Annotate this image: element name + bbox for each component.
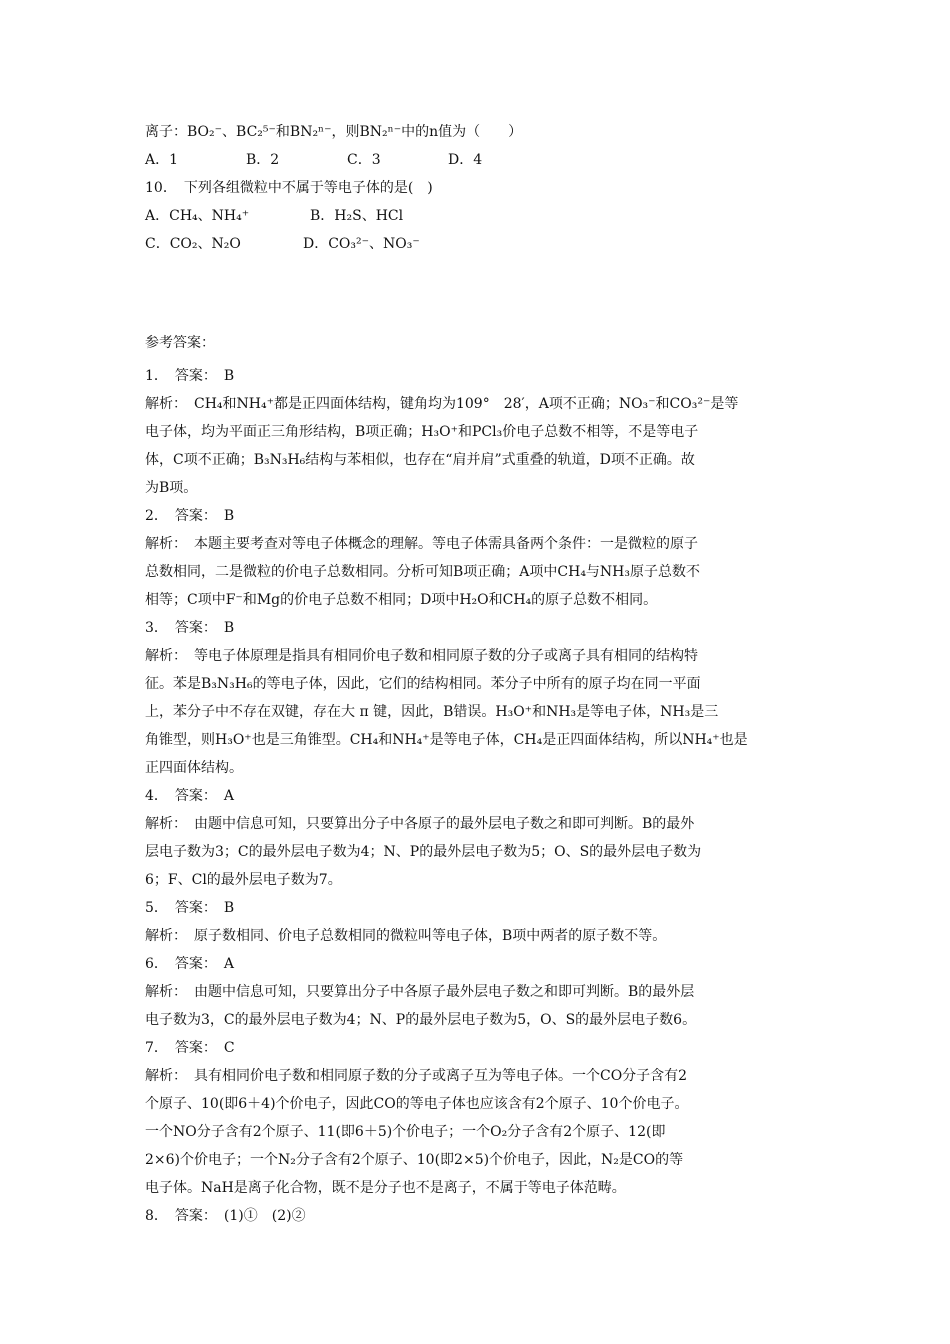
answer-line: 电子体，均为平面正三角形结构，B项正确；H₃O⁺和PCl₃价电子总数不相等，不是等电子 (145, 424, 699, 440)
answer-line: 一个NO分子含有2个原子、11(即6＋5)个价电子；一个O₂分子含有2个原子、12(即 (145, 1124, 666, 1140)
question10-option-a: A．CH₄、NH₄⁺ (145, 208, 250, 224)
answer-line: 个原子、10(即6＋4)个价电子，因此CO的等电子体也应该含有2个原子、10个价电子。 (145, 1096, 689, 1112)
question10-option-c: C．CO₂、N₂O (145, 236, 241, 252)
question9-options (145, 150, 815, 170)
answer-line: 6；F、Cl的最外层电子数为7。 (145, 872, 342, 888)
answer-line: 8． 答案： (1)① (2)② (145, 1208, 306, 1224)
answer-line: 为B项。 (145, 480, 198, 496)
answer-line: 5． 答案： B (145, 900, 235, 916)
answer-line: 解析： 由题中信息可知，只要算出分子中各原子的最外层电子数之和即可判断。B的最外 (145, 816, 695, 832)
answer-line: 层电子数为3；C的最外层电子数为4；N、P的最外层电子数为5；O、S的最外层电子数为 (145, 844, 702, 860)
answer-line: 角锥型，则H₃O⁺也是三角锥型。CH₄和NH₄⁺是等电子体，CH₄是正四面体结构，所以NH₄⁺也是 (145, 732, 748, 748)
answer-line: 上，苯分子中不存在双键，存在大 π 键，因此，B错误。H₃O⁺和NH₃是等电子体，NH₃是三 (145, 704, 719, 720)
answers-heading: 参考答案： (145, 335, 215, 351)
question9-option-b: B．2 (246, 152, 280, 168)
answer-line: 解析： 由题中信息可知，只要算出分子中各原子最外层电子数之和即可判断。B的最外层 (145, 984, 695, 1000)
question10-options-row2 (145, 234, 815, 254)
answer-line: 6． 答案： A (145, 956, 235, 972)
question10-options-row1 (145, 206, 815, 226)
question9-stem: 离子：BO₂⁻、BC₂⁵⁻和BN₂ⁿ⁻，则BN₂ⁿ⁻中的n值为（ ） (145, 124, 523, 140)
answer-line: 电子数为3，C的最外层电子数为4；N、P的最外层电子数为5，O、S的最外层电子数6。 (145, 1012, 697, 1028)
question9-option-c: C．3 (347, 152, 381, 168)
question10-option-d: D．CO₃²⁻、NO₃⁻ (303, 236, 420, 252)
question10-stem: 10． 下列各组微粒中不属于等电子体的是( ) (145, 180, 433, 196)
question10-option-b: B．H₂S、HCl (310, 208, 404, 224)
answer-line: 征。苯是B₃N₃H₆的等电子体，因此，它们的结构相同。苯分子中所有的原子均在同一平面 (145, 676, 701, 692)
answer-line: 4． 答案： A (145, 788, 235, 804)
answer-line: 体，C项不正确；B₃N₃H₆结构与苯相似，也存在“肩并肩”式重叠的轨道，D项不正确。故 (145, 452, 695, 468)
answer-line: 1． 答案： B (145, 368, 235, 384)
answer-line: 3． 答案： B (145, 620, 235, 636)
answer-line: 7． 答案： C (145, 1040, 235, 1056)
answer-line: 总数相同，二是微粒的价电子总数相同。分析可知B项正确；A项中CH₄与NH₃原子总数不 (145, 564, 701, 580)
question9-option-a: A．1 (145, 152, 179, 168)
answer-line: 解析： CH₄和NH₄⁺都是正四面体结构，键角均为109° 28′，A项不正确；NO₃⁻和CO₃²⁻是等 (145, 396, 739, 412)
answer-line: 解析： 本题主要考查对等电子体概念的理解。等电子体需具备两个条件：一是微粒的原子 (145, 536, 698, 552)
question9-option-d: D．4 (448, 152, 483, 168)
answer-line: 相等；C项中F⁻和Mg的价电子总数不相同；D项中H₂O和CH₄的原子总数不相同。 (145, 592, 658, 608)
answer-line: 电子体。NaH是离子化合物，既不是分子也不是离子，不属于等电子体范畴。 (145, 1180, 626, 1196)
answer-line: 解析： 原子数相同、价电子总数相同的微粒叫等电子体，B项中两者的原子数不等。 (145, 928, 667, 944)
answer-line: 解析： 具有相同价电子数和相同原子数的分子或离子互为等电子体。一个CO分子含有2 (145, 1068, 688, 1084)
answer-line: 2×6)个价电子；一个N₂分子含有2个原子、10(即2×5)个价电子，因此，N₂是CO的等 (145, 1152, 684, 1168)
answer-line: 2． 答案： B (145, 508, 235, 524)
answer-line: 解析： 等电子体原理是指具有相同价电子数和相同原子数的分子或离子具有相同的结构特 (145, 648, 698, 664)
answer-line: 正四面体结构。 (145, 760, 243, 776)
